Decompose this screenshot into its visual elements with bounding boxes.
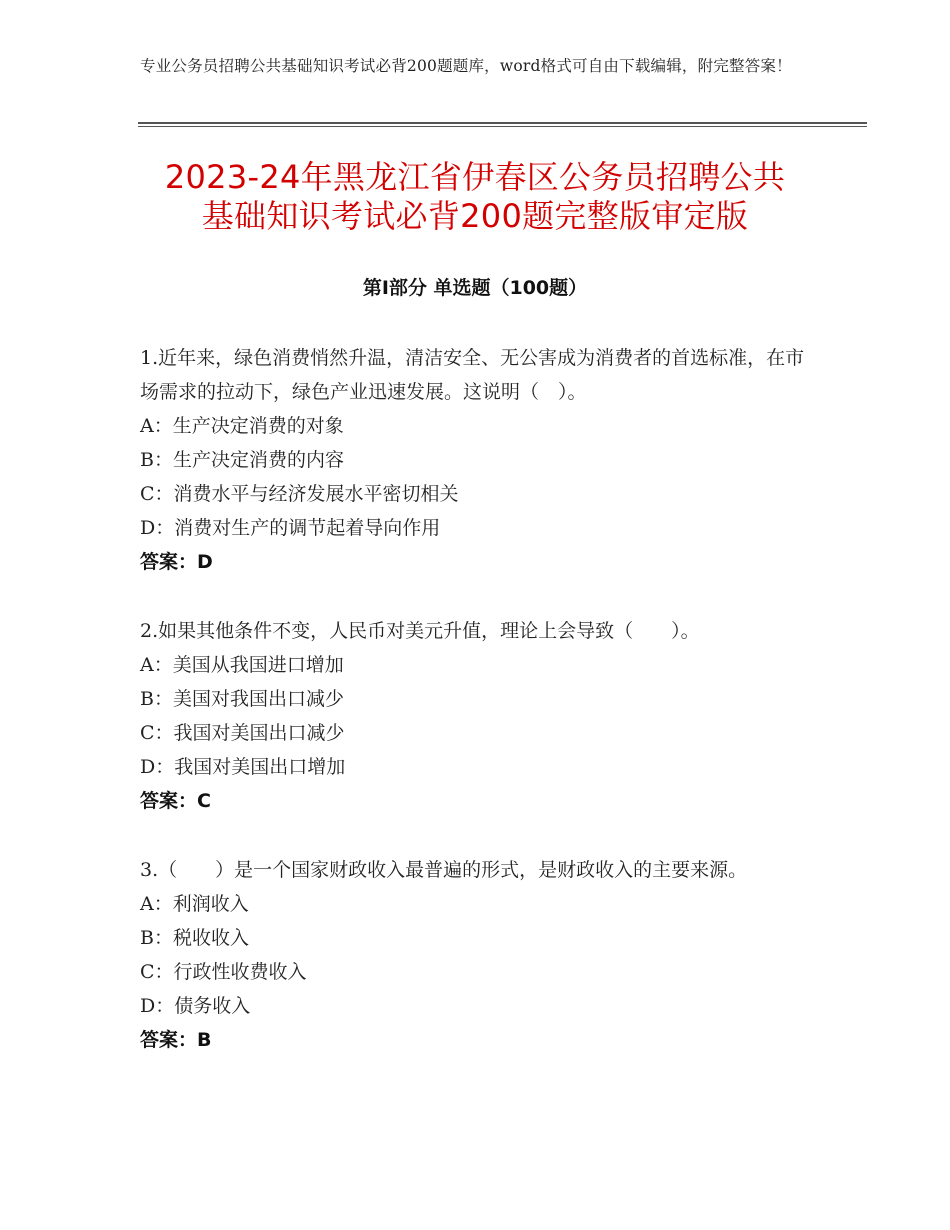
option-b: B：美国对我国出口减少 bbox=[140, 688, 344, 710]
option-c: C：我国对美国出口减少 bbox=[140, 722, 345, 744]
document-title bbox=[100, 158, 850, 236]
option-d: D：我国对美国出口增加 bbox=[140, 756, 346, 778]
header-rule-thick bbox=[138, 122, 867, 124]
option-c: C：消费水平与经济发展水平密切相关 bbox=[140, 483, 459, 505]
option-d: D：债务收入 bbox=[140, 995, 251, 1017]
option-b: B：生产决定消费的内容 bbox=[140, 449, 344, 471]
option-a: A：美国从我国进口增加 bbox=[140, 654, 344, 676]
section-title: 第Ⅰ部分 单选题（100题） bbox=[362, 277, 588, 299]
option-c: C：行政性收费收入 bbox=[140, 961, 307, 983]
question-2 bbox=[140, 614, 820, 818]
question-text: 3.（ ）是一个国家财政收入最普遍的形式，是财政收入的主要来源。 bbox=[140, 859, 748, 881]
option-d: D：消费对生产的调节起着导向作用 bbox=[140, 517, 441, 539]
title-line-2: 基础知识考试必背200题完整版审定版 bbox=[201, 197, 749, 235]
question-1 bbox=[140, 341, 820, 579]
answer-label: 答案：D bbox=[140, 551, 213, 573]
option-a: A：生产决定消费的对象 bbox=[140, 415, 344, 437]
question-text: 1.近年来，绿色消费悄然升温，清洁安全、无公害成为消费者的首选标准，在市场需求的拉动下，绿色产业迅速发展。这说明（ ）。 bbox=[140, 347, 805, 403]
header-rule-thin bbox=[138, 126, 867, 127]
option-b: B：税收收入 bbox=[140, 927, 249, 949]
option-a: A：利润收入 bbox=[140, 893, 249, 915]
header-note: 专业公务员招聘公共基础知识考试必背200题题库，word格式可自由下载编辑，附完整答案！ bbox=[140, 57, 792, 75]
answer-label: 答案：B bbox=[140, 1029, 212, 1051]
title-line-1: 2023-24年黑龙江省伊春区公务员招聘公共 bbox=[164, 158, 786, 196]
question-text: 2.如果其他条件不变，人民币对美元升值，理论上会导致（ ）。 bbox=[140, 620, 700, 642]
question-3 bbox=[140, 853, 820, 1057]
answer-label: 答案：C bbox=[140, 790, 211, 812]
